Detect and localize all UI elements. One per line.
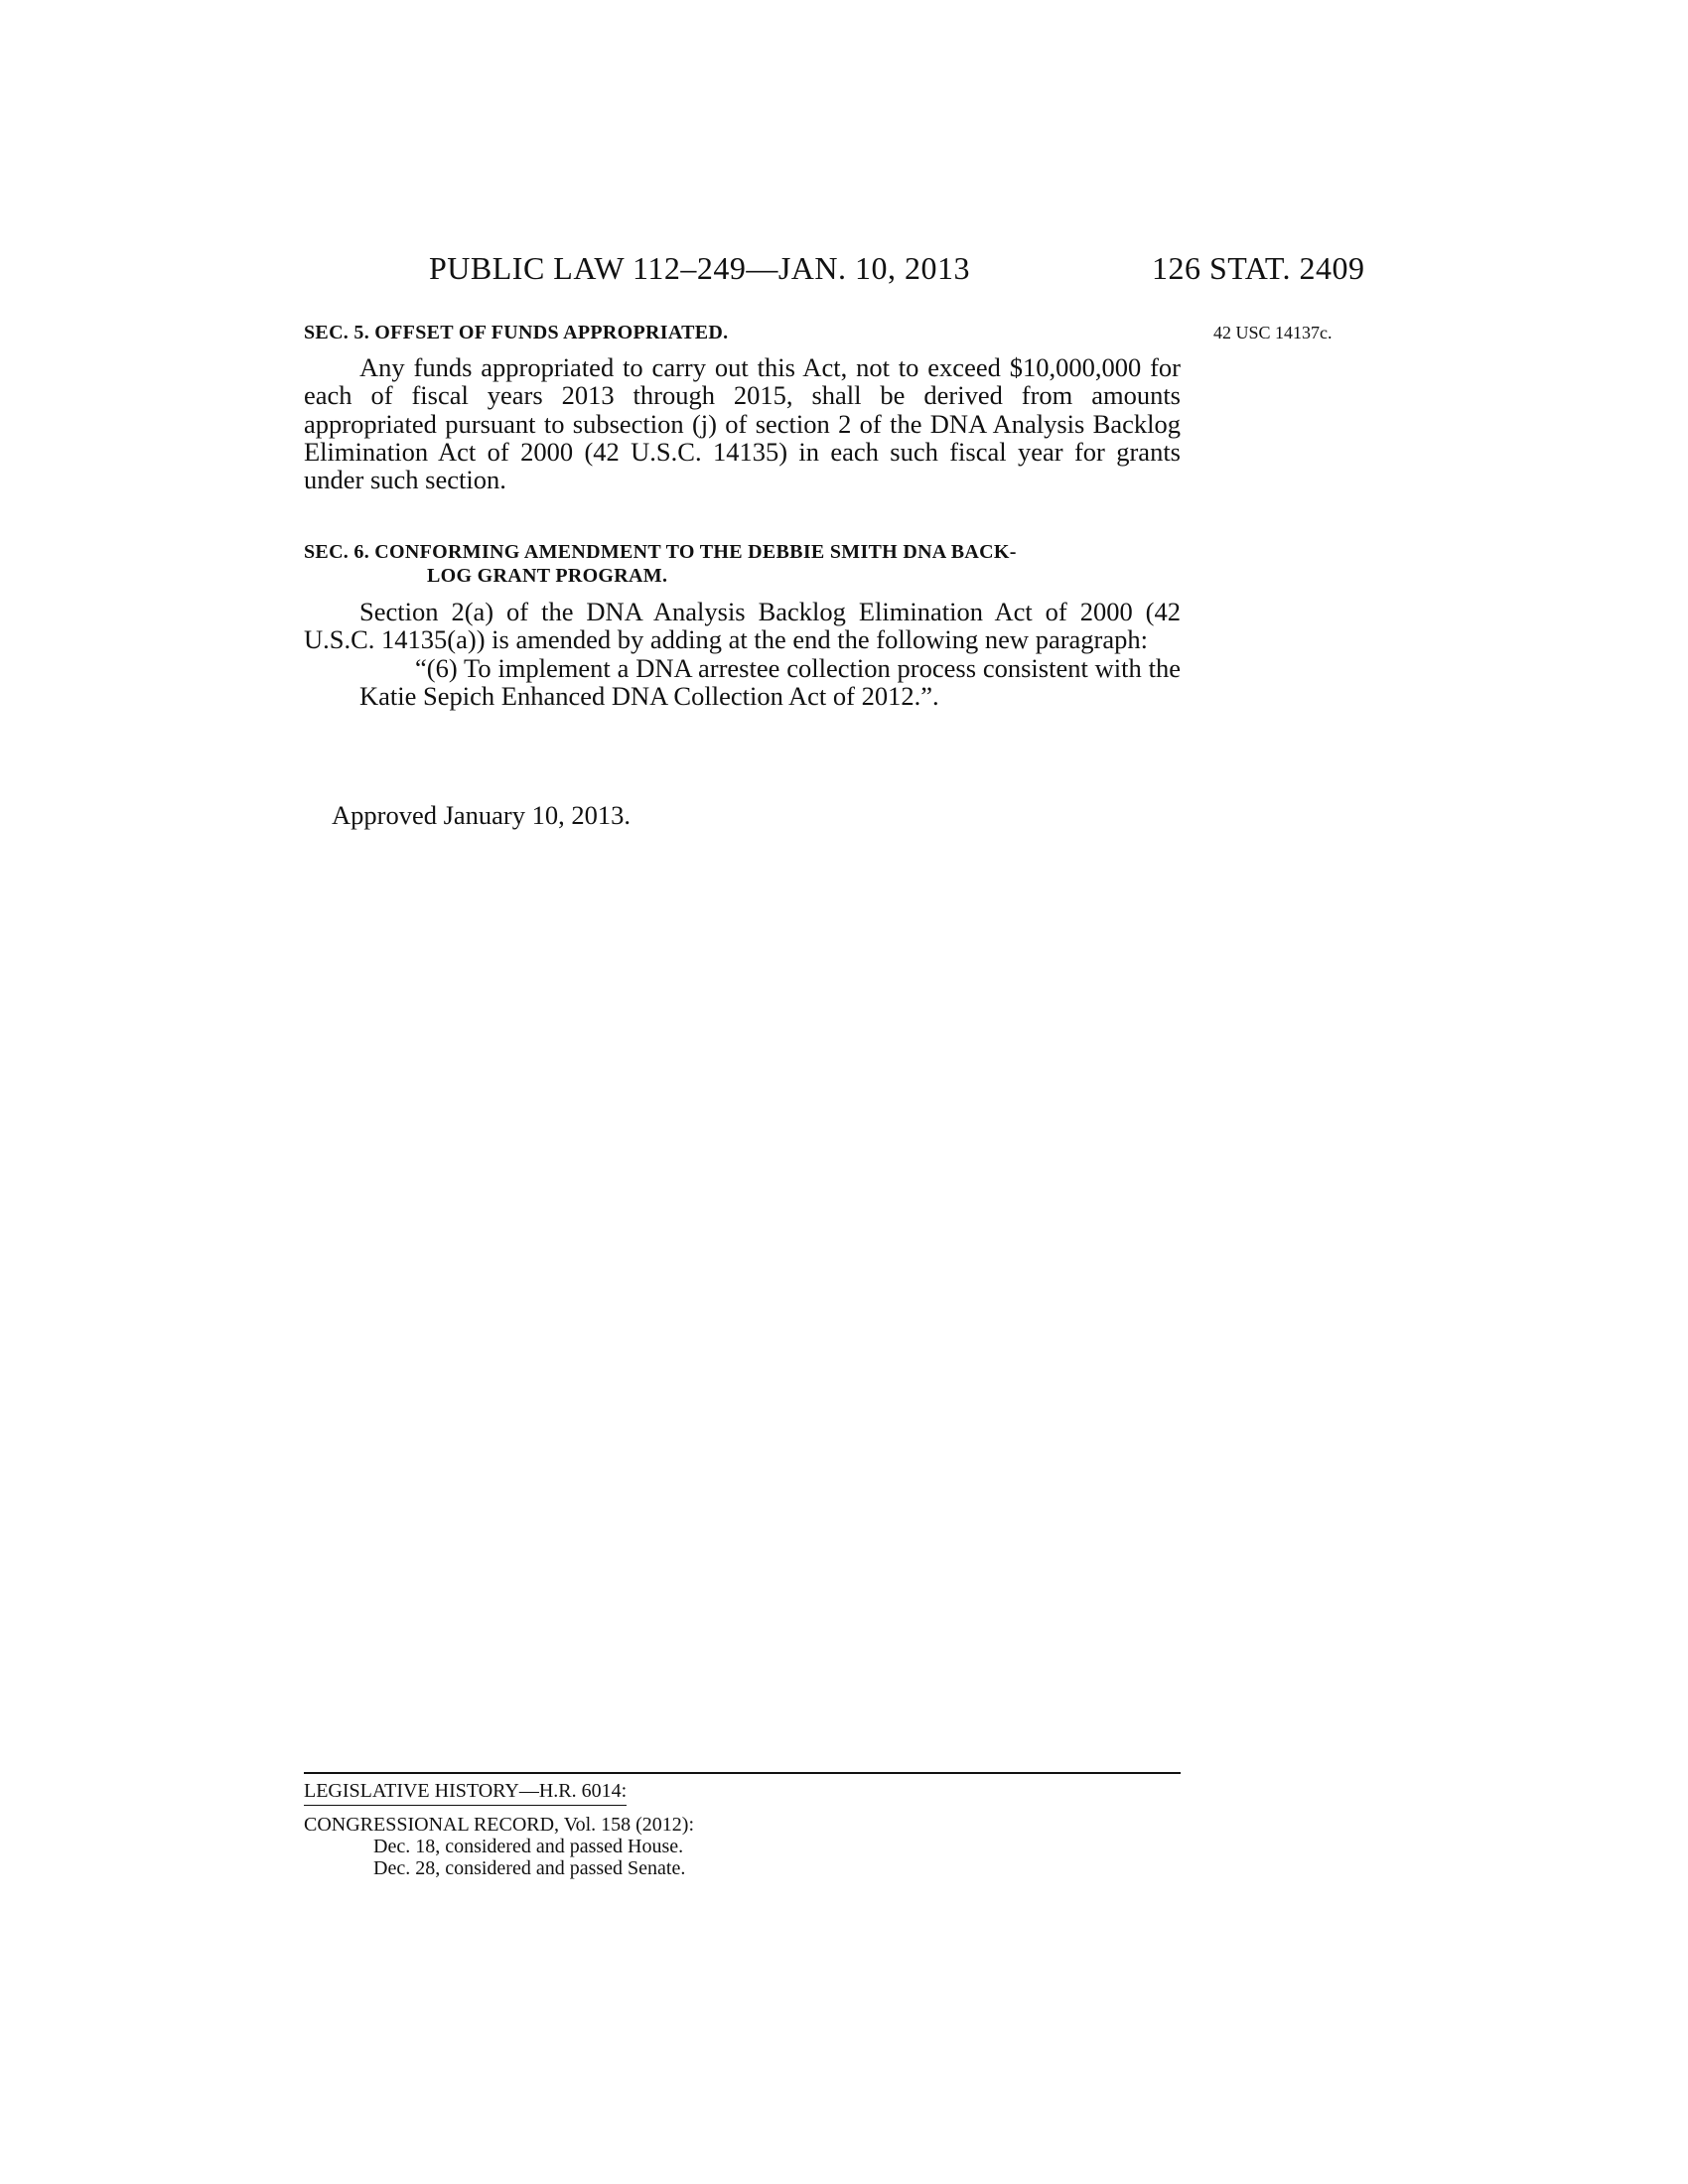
legislative-history-title: LEGISLATIVE HISTORY—H.R. 6014: <box>304 1780 627 1806</box>
public-law-header: PUBLIC LAW 112–249—JAN. 10, 2013 <box>429 250 970 286</box>
section-6-heading <box>304 540 1181 588</box>
section-5 <box>304 321 1181 493</box>
section-5-heading: SEC. 5. OFFSET OF FUNDS APPROPRIATED. <box>304 322 729 343</box>
statute-page-number: 126 STAT. 2409 <box>1152 250 1365 286</box>
section-6 <box>304 540 1181 710</box>
section-6-body: Section 2(a) of the DNA Analysis Backlog Elimination Act of 2000 (42 U.S.C. 14135(a)) is amended by adding at the end the following new paragraph: <box>304 597 1181 655</box>
margin-citation: 42 USC 14137c. <box>1213 323 1333 342</box>
congressional-record-line: CONGRESSIONAL RECORD, Vol. 158 (2012): <box>304 1814 694 1836</box>
history-entry-senate: Dec. 28, considered and passed Senate. <box>373 1857 686 1879</box>
history-entry-house: Dec. 18, considered and passed House. <box>373 1836 684 1857</box>
section-6-heading-line-1: SEC. 6. CONFORMING AMENDMENT TO THE DEBBIE SMITH DNA BACK- <box>304 541 1017 563</box>
footer-divider <box>304 1772 1181 1774</box>
section-5-body: Any funds appropriated to carry out this Act, not to exceed $10,000,000 for each of fiscal years 2013 through 2015, shall be derived from amounts appropriated pursuant to subsection (j) of section 2 of the DNA Analysis Backlog Elimination Act of 2000 (42 U.S.C. 14135) in each such fiscal year for grants under such section. <box>304 352 1181 495</box>
section-6-heading-line-2: LOG GRANT PROGRAM. <box>427 565 668 587</box>
approval-date: Approved January 10, 2013. <box>332 800 632 830</box>
section-6-quoted-paragraph: “(6) To implement a DNA arrestee collection process consistent with the Katie Sepich Enhanced DNA Collection Act of 2012.”. <box>359 652 1181 711</box>
